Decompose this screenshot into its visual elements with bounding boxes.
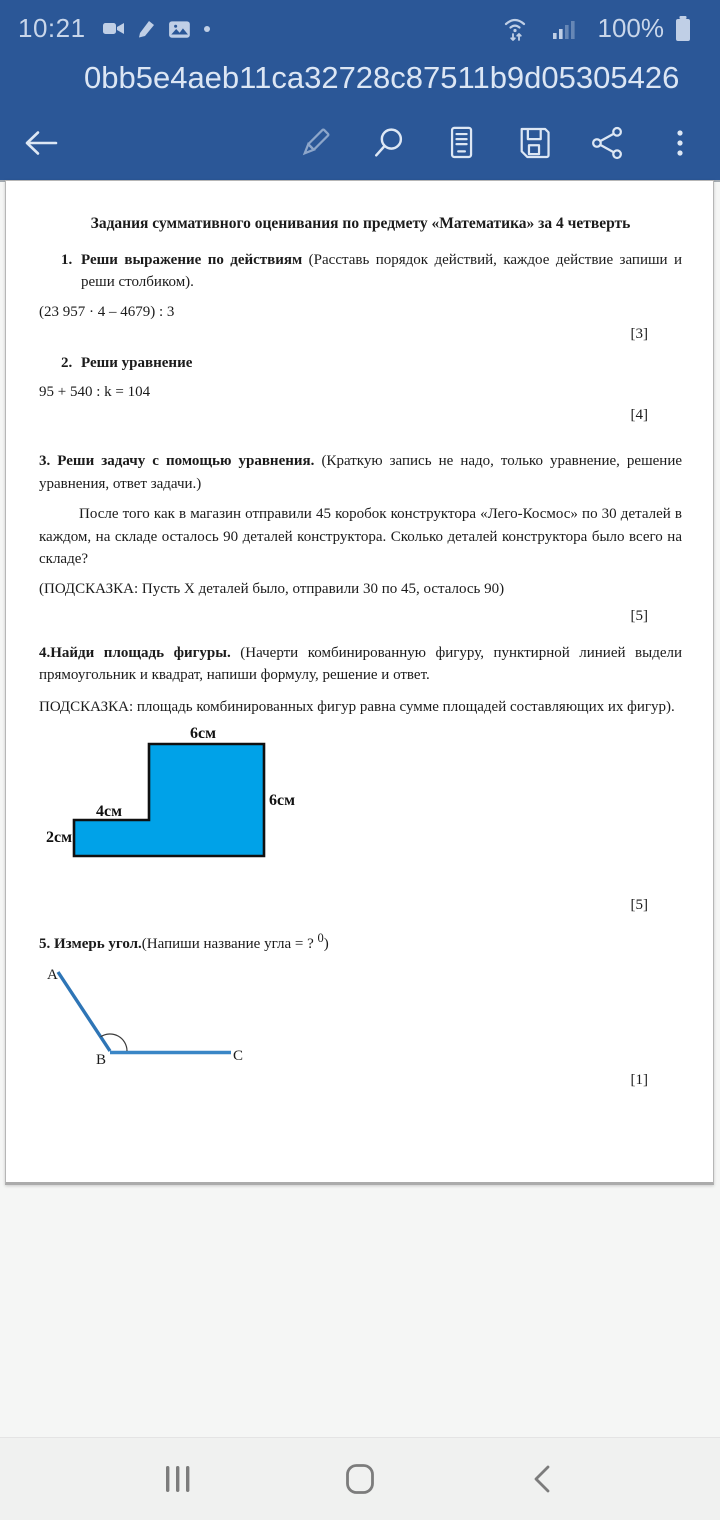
task-2-score: [4] xyxy=(630,406,648,423)
shape-label-small-left: 2см xyxy=(46,829,72,846)
task-3-score: [5] xyxy=(630,608,648,624)
task-3-problem: После того как в магазин отправили 45 коробок конструктора «Лего-Космос» по 30 деталей в каждом, на складе осталось 90 деталей конструктора. Сколько деталей конструктора было всего на складе? xyxy=(39,506,682,567)
task-4-hint: ПОДСКАЗКА: площадь комбинированных фигур равна сумме площадей составляющих их фигур). xyxy=(39,698,675,715)
task-1-number: 1. xyxy=(61,251,73,268)
search-button[interactable] xyxy=(362,117,414,169)
task-5-heading: 5. Измерь угол. xyxy=(39,935,142,952)
navigation-bar xyxy=(0,1437,720,1520)
composite-shape-figure xyxy=(39,720,682,872)
nav-back-button[interactable] xyxy=(514,1451,570,1507)
shape-label-right: 6см xyxy=(269,792,295,809)
composite-shape xyxy=(74,744,264,856)
title-bar xyxy=(0,57,720,107)
task-3-heading: 3. Реши задачу с помощью уравнения. xyxy=(39,453,315,469)
document-content xyxy=(6,181,713,1092)
document-page[interactable] xyxy=(5,180,714,1185)
document-title: Задания суммативного оценивания по предмету «Математика» за 4 четверть xyxy=(90,215,631,232)
task-1-expression: (23 957 · 4 – 4679) : 3 xyxy=(39,303,175,320)
task-5-degree-sup: 0 xyxy=(317,930,324,945)
task-3-instructions: (Краткую запись не надо, только уравнение, решение уравнения, ответ задачи.) xyxy=(39,453,683,492)
status-bar xyxy=(0,0,720,57)
angle-figure xyxy=(39,957,682,1065)
angle-point-a: A xyxy=(47,967,58,983)
share-button[interactable] xyxy=(581,117,633,169)
pen-icon xyxy=(136,18,158,40)
task-5-instructions: (Напиши название угла = ? xyxy=(141,935,318,952)
task-3-hint: (ПОДСКАЗКА: Пусть Х деталей было, отправили 30 по 45, осталось 90) xyxy=(39,580,505,597)
battery-percent: 100% xyxy=(597,13,664,43)
angle-point-c: C xyxy=(233,1048,244,1064)
back-button[interactable] xyxy=(14,117,66,169)
task-2 xyxy=(39,352,682,375)
task-4-instructions: (Начерти комбинированную фигуру, пунктирной линией выдели прямоугольник и квадрат, напиши формулу, решение и ответ. xyxy=(39,644,683,683)
shape-label-top: 6см xyxy=(190,725,216,742)
task-1 xyxy=(39,249,682,294)
wifi-transfer-icon xyxy=(502,14,532,44)
clock: 10:21 xyxy=(18,13,86,43)
task-5-close-paren: ) xyxy=(323,935,329,952)
gallery-icon xyxy=(168,18,192,40)
app-header xyxy=(0,0,720,180)
battery-icon xyxy=(674,14,692,44)
shape-label-small-top: 4см xyxy=(96,803,122,820)
page-view-button[interactable] xyxy=(435,117,487,169)
task-1-instructions: (Расставь порядок действий, каждое действие запиши и реши столбиком). xyxy=(81,251,682,290)
task-1-score: [3] xyxy=(630,326,648,342)
task-4-score: [5] xyxy=(630,897,648,913)
task-3 xyxy=(39,450,682,495)
video-camera-icon xyxy=(102,18,126,40)
task-5-score: [1] xyxy=(630,1072,648,1088)
task-1-heading: Реши выражение по действиям xyxy=(81,251,303,268)
angle-ray-ba xyxy=(58,972,110,1051)
task-5 xyxy=(39,927,682,956)
home-button[interactable] xyxy=(332,1451,388,1507)
more-options-button[interactable] xyxy=(654,117,706,169)
recording-dot-icon xyxy=(202,24,212,34)
save-button[interactable] xyxy=(508,117,560,169)
edit-pencil-button[interactable] xyxy=(289,117,341,169)
recents-button[interactable] xyxy=(150,1451,206,1507)
task-2-heading: Реши уравнение xyxy=(81,354,193,371)
task-2-number: 2. xyxy=(61,354,73,371)
angle-point-b: B xyxy=(95,1052,107,1065)
task-4 xyxy=(39,642,682,687)
toolbar xyxy=(0,107,720,178)
task-2-equation: 95 + 540 : k = 104 xyxy=(39,384,151,400)
signal-bars-icon xyxy=(552,17,578,41)
task-4-heading: 4.Найди площадь фигуры. xyxy=(39,644,231,661)
document-filename: 0bb5e4aeb11ca32728c87511b9d05305426 xyxy=(84,60,680,95)
